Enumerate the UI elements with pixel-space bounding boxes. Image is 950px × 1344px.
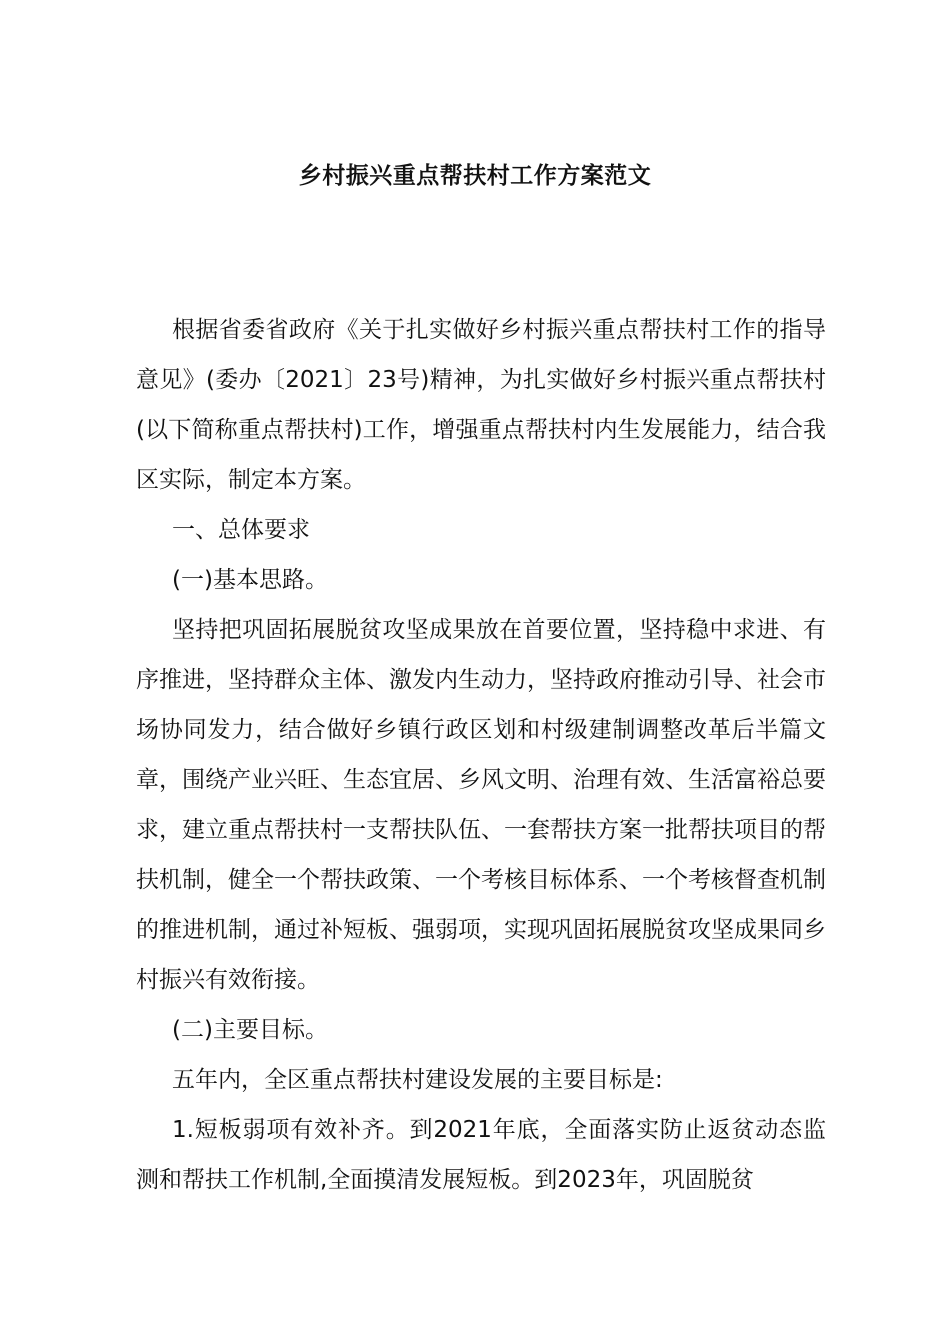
section-heading-general-requirements: 一、总体要求	[172, 517, 310, 543]
paragraph-basic-ideas: 坚持把巩固拓展脱贫攻坚成果放在首要位置，坚持稳中求进、有序推进，坚持群众主体、激发内生动力，坚持政府推动引导、社会市场协同发力，结合做好乡镇行政区划和村级建制调整改革后半篇文章，围绕产业兴旺、生态宜居、乡风文明、治理有效、生活富裕总要求，建立重点帮扶村一支帮扶队伍、一套帮扶方案一批帮扶项目的帮扶机制，健全一个帮扶政策、一个考核目标体系、一个考核督查机制的推进机制，通过补短板、强弱项，实现巩固拓展脱贫攻坚成果同乡村振兴有效衔接。	[136, 617, 826, 993]
subsection-heading-main-goals: (二)主要目标。	[172, 1017, 328, 1043]
paragraph-main-goals-intro: 五年内，全区重点帮扶村建设发展的主要目标是:	[172, 1067, 663, 1093]
document-title: 乡村振兴重点帮扶村工作方案范文	[298, 163, 652, 189]
subsection-heading-basic-ideas: (一)基本思路。	[172, 567, 328, 593]
document-body	[136, 305, 826, 1205]
paragraph-intro: 根据省委省政府《关于扎实做好乡村振兴重点帮扶村工作的指导意见》(委办〔2021〕23号)精神，为扎实做好乡村振兴重点帮扶村(以下简称重点帮扶村)工作，增强重点帮扶村内生发展能力，结合我区实际，制定本方案。	[136, 317, 826, 493]
paragraph-goal-1: 1.短板弱项有效补齐。到2021年底，全面落实防止返贫动态监测和帮扶工作机制,全面摸清发展短板。到2023年，巩固脱贫	[136, 1117, 826, 1193]
